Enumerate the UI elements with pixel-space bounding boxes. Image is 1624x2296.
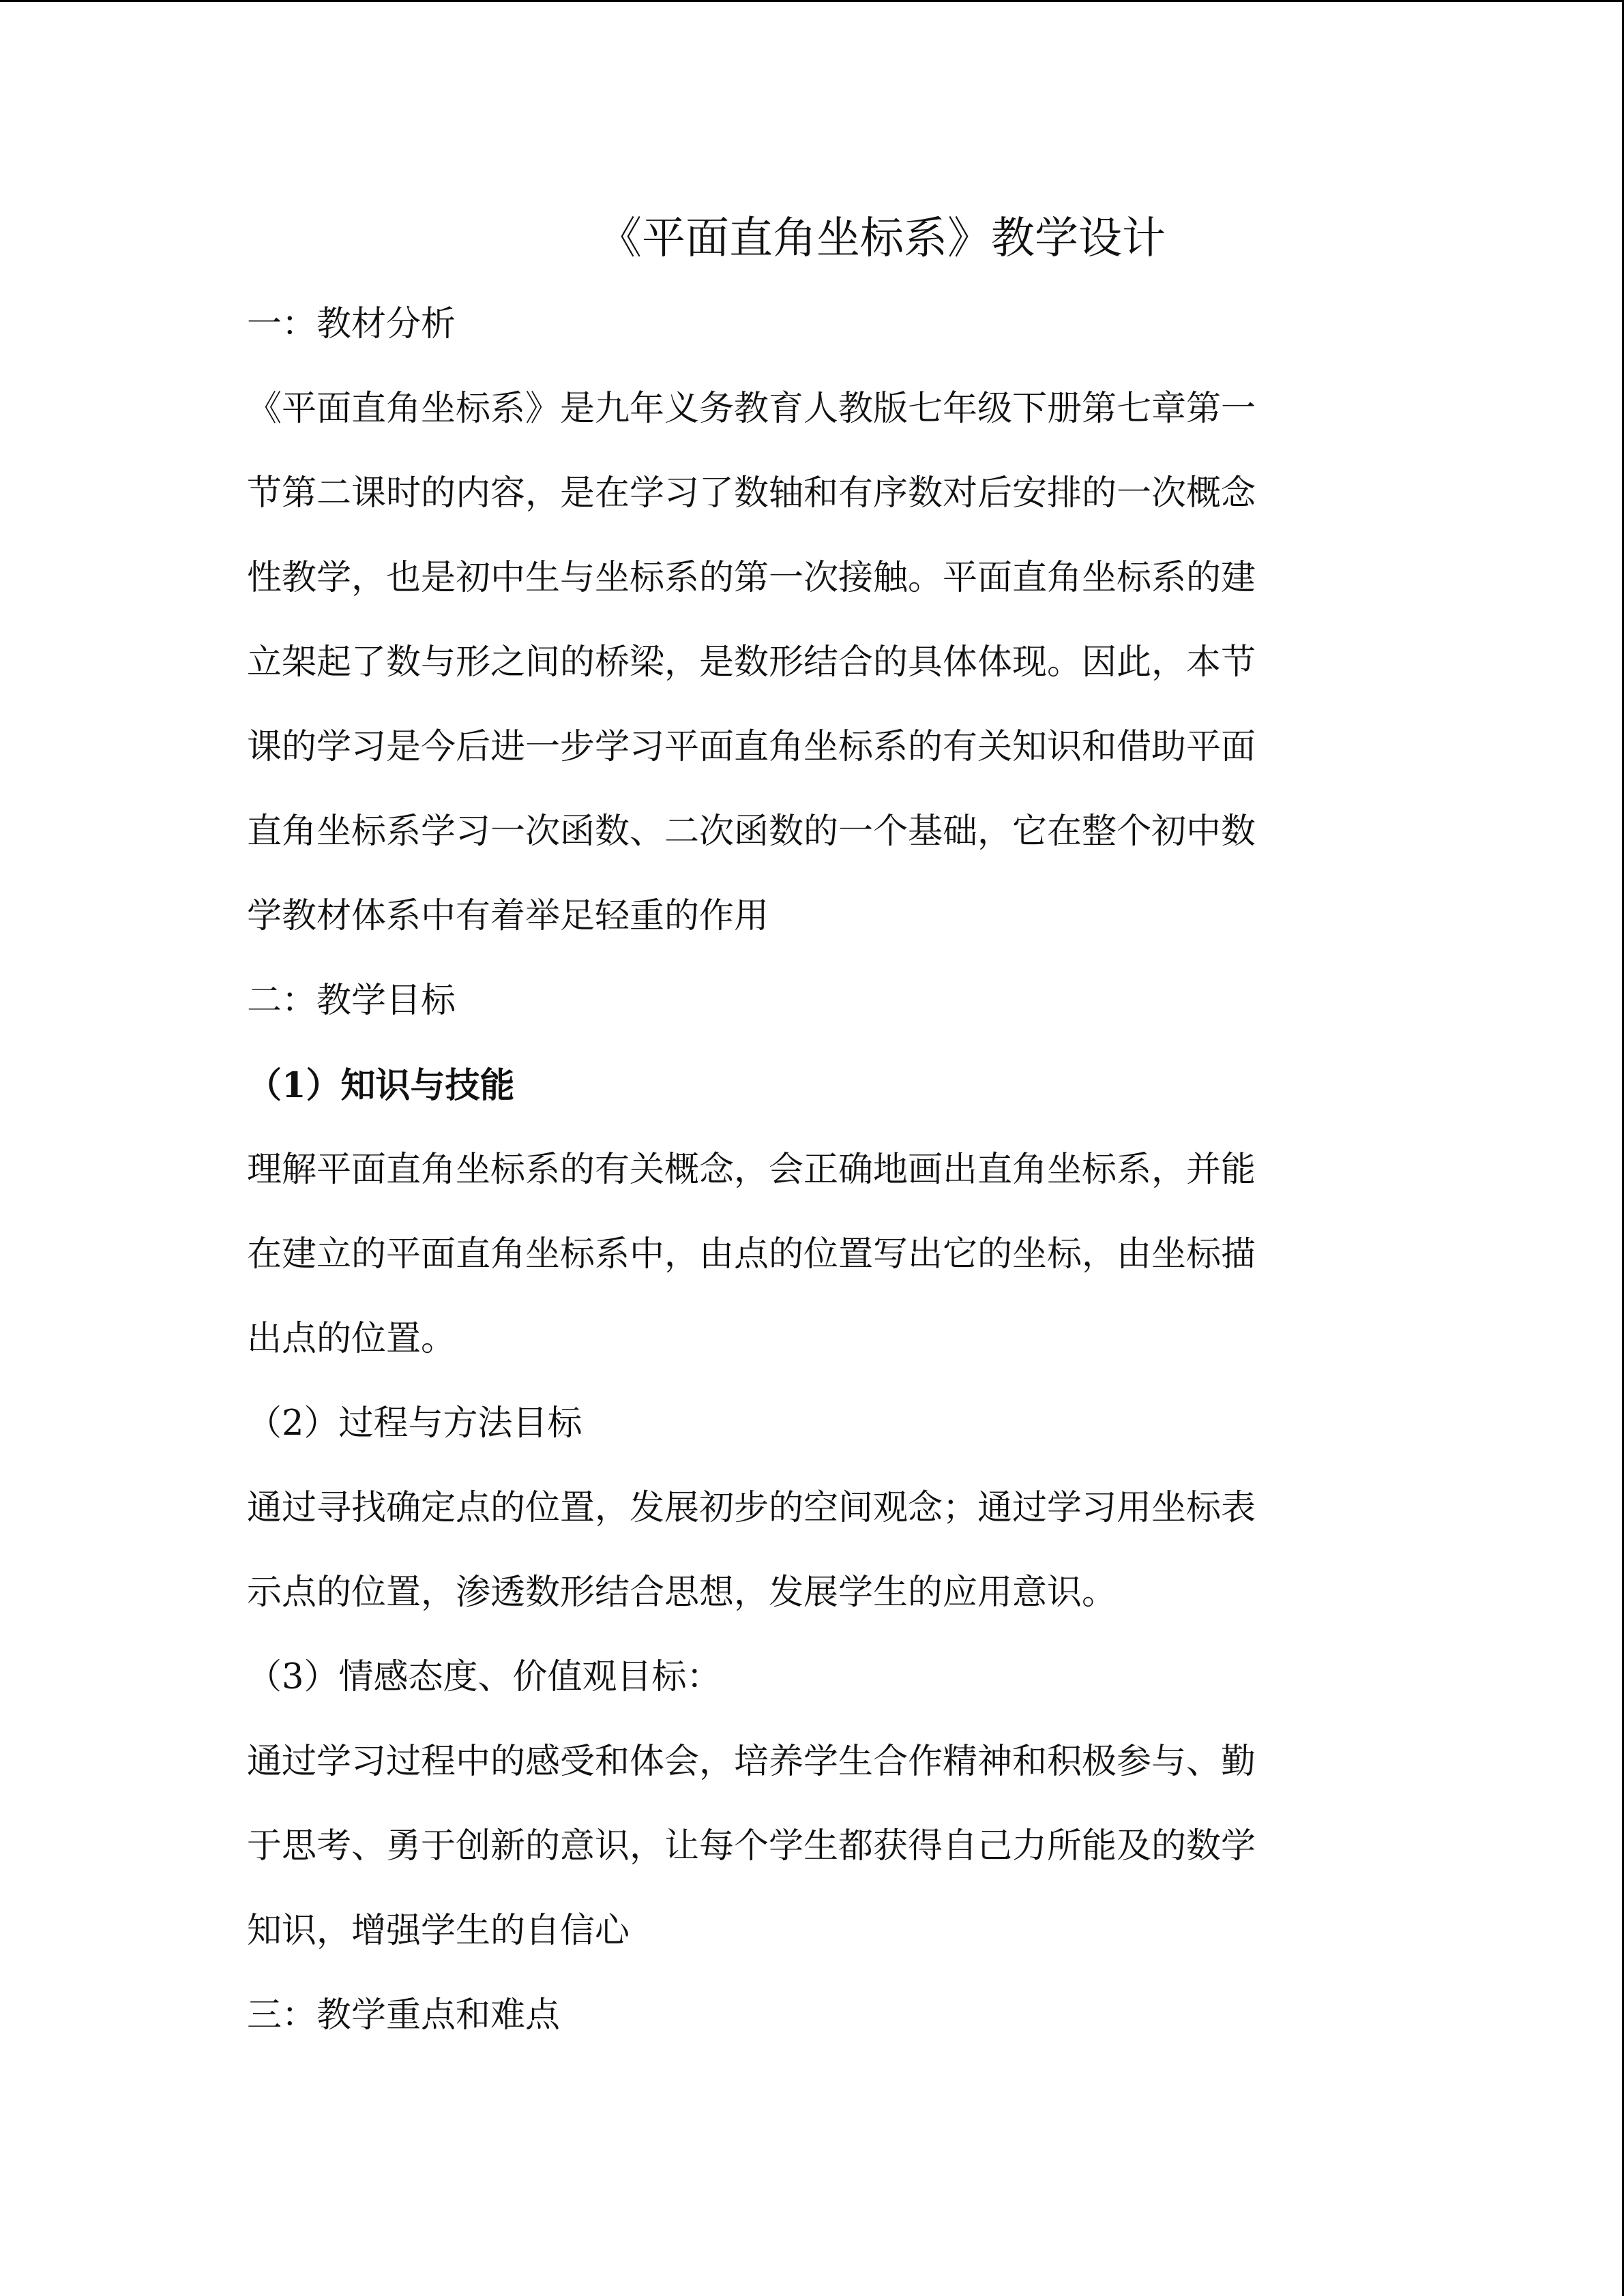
paragraph-line: 在建立的平面直角坐标系中，由点的位置写出它的坐标，由坐标描	[247, 1234, 1256, 1274]
document-page	[247, 205, 1355, 2058]
page-top-border	[0, 0, 1624, 2]
subsection-heading-emotion: （3）情感态度、价值观目标：	[247, 1657, 722, 1697]
section-heading-analysis: 一：教材分析	[247, 304, 456, 344]
paragraph-line: 学教材体系中有着举足轻重的作用	[247, 896, 769, 936]
paragraph-line: 通过学习过程中的感受和体会，培养学生合作精神和积极参与、勤	[247, 1742, 1256, 1782]
paragraph-line: 理解平面直角坐标系的有关概念，会正确地画出直角坐标系，并能	[247, 1150, 1256, 1190]
paragraph-line: 课的学习是今后进一步学习平面直角坐标系的有关知识和借助平面	[247, 727, 1256, 767]
paragraph-line: 直角坐标系学习一次函数、二次函数的一个基础，它在整个初中数	[247, 811, 1256, 852]
paragraph-line: 示点的位置，渗透数形结合思想，发展学生的应用意识。	[247, 1572, 1117, 1613]
paragraph-line: 于思考、勇于创新的意识，让每个学生都获得自己力所能及的数学	[247, 1826, 1256, 1866]
paragraph-line: 通过寻找确定点的位置，发展初步的空间观念；通过学习用坐标表	[247, 1488, 1256, 1528]
section-heading-objectives: 二：教学目标	[247, 981, 456, 1021]
paragraph-line: 性教学，也是初中生与坐标系的第一次接触。平面直角坐标系的建	[247, 558, 1256, 598]
subsection-heading-knowledge: （1）知识与技能	[247, 1065, 515, 1106]
document-title: 《平面直角坐标系》教学设计	[598, 213, 1166, 264]
subsection-heading-process: （2）过程与方法目标	[247, 1403, 582, 1444]
paragraph-line: 知识，增强学生的自信心	[247, 1911, 630, 1951]
paragraph-line: 出点的位置。	[247, 1319, 456, 1359]
section-heading-keypoints: 三：教学重点和难点	[247, 1995, 561, 2036]
paragraph-line: 立架起了数与形之间的桥梁，是数形结合的具体体现。因此，本节	[247, 642, 1256, 683]
paragraph-line: 《平面直角坐标系》是九年义务教育人教版七年级下册第七章第一	[247, 389, 1256, 429]
paragraph-line: 节第二课时的内容，是在学习了数轴和有序数对后安排的一次概念	[247, 473, 1256, 513]
